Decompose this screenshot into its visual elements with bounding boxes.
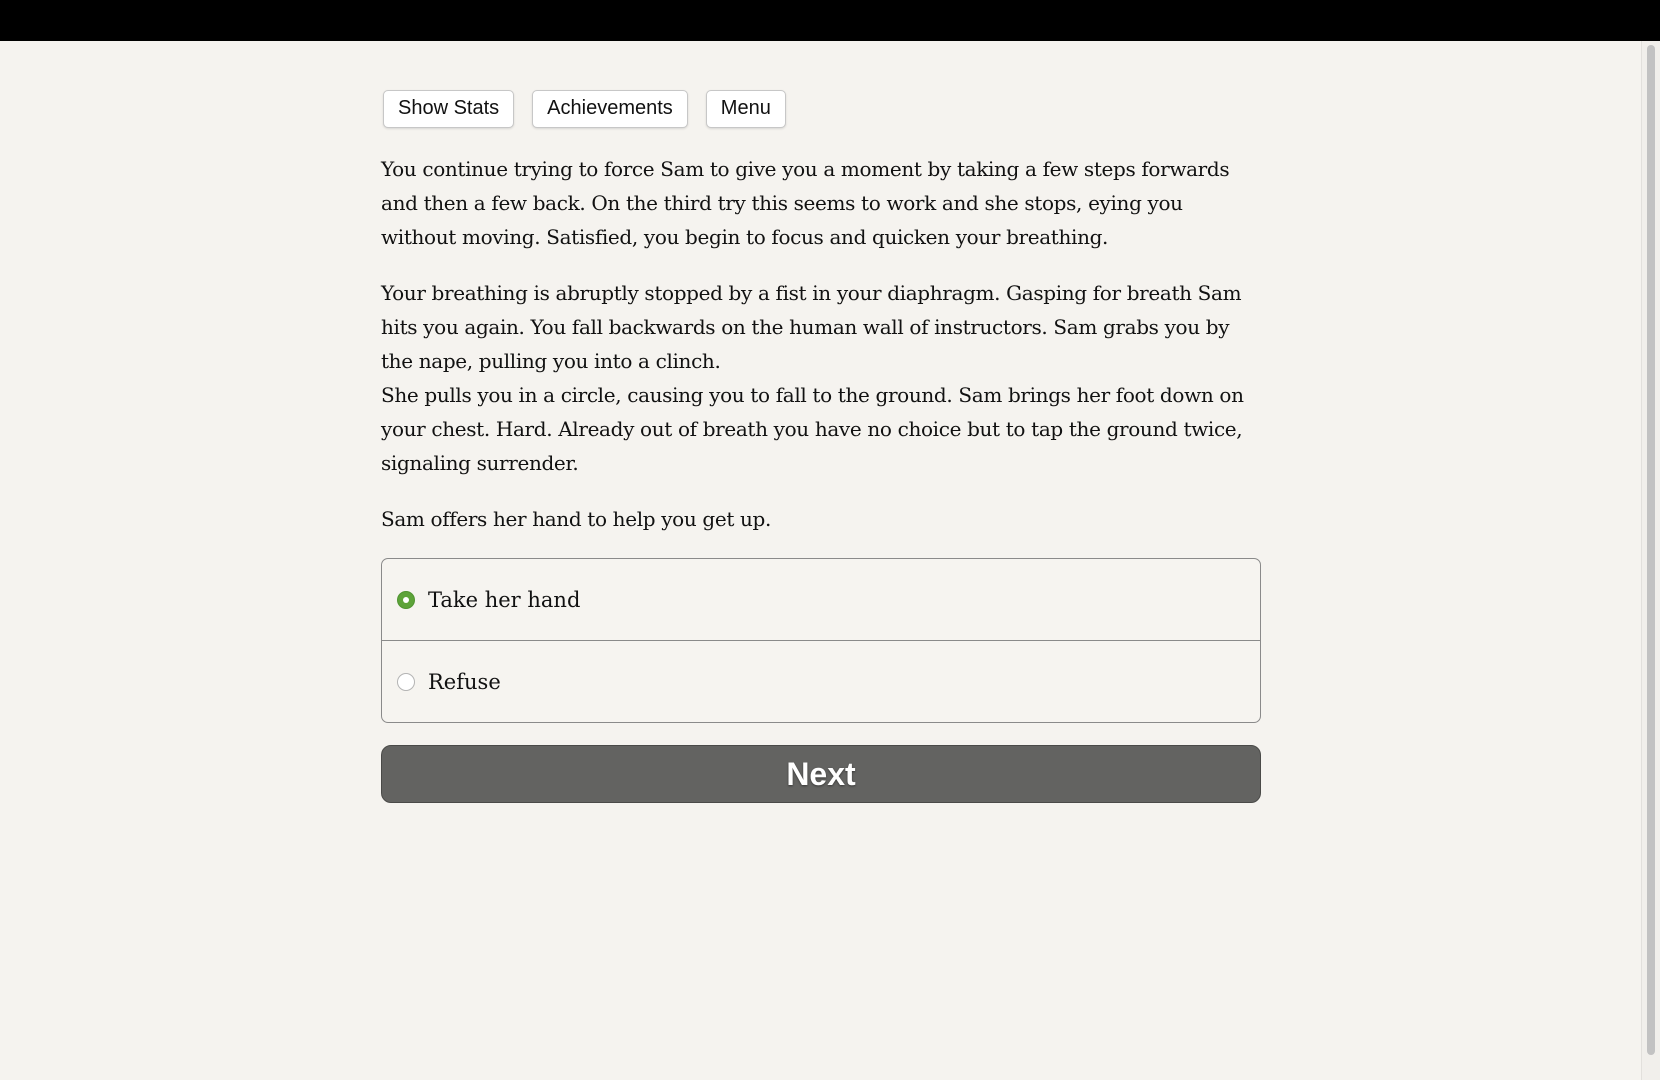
story-text	[381, 152, 1261, 536]
radio-selected-icon[interactable]	[397, 591, 415, 609]
menu-button[interactable]: Menu	[706, 90, 786, 128]
radio-unselected-icon[interactable]	[397, 673, 415, 691]
choice-list	[381, 558, 1261, 723]
choice-label: Take her hand	[428, 587, 581, 612]
scrollbar-thumb[interactable]	[1647, 45, 1655, 1055]
browser-top-bar	[0, 0, 1660, 41]
show-stats-button[interactable]: Show Stats	[383, 90, 514, 128]
choice-take-her-hand[interactable]	[382, 559, 1260, 640]
story-paragraph: Your breathing is abruptly stopped by a fist in your diaphragm. Gasping for breath Sam hits you again. You fall backwards on the human wall of instructors. Sam grabs you by the nape, pulling you into a clinch.	[381, 281, 1242, 373]
story-paragraph: You continue trying to force Sam to give you a moment by taking a few steps forwards and then a few back. On the third try this seems to work and she stops, eying you without moving. Satisfied, you begin to focus and quicken your breathing.	[381, 157, 1230, 249]
game-container	[381, 90, 1261, 803]
story-paragraph: Sam offers her hand to help you get up.	[381, 507, 772, 531]
achievements-button[interactable]: Achievements	[532, 90, 688, 128]
next-button[interactable]: Next	[381, 745, 1261, 803]
choice-refuse[interactable]	[382, 640, 1260, 722]
choice-label: Refuse	[428, 669, 501, 694]
header-buttons	[383, 90, 1261, 126]
story-paragraph: She pulls you in a circle, causing you to fall to the ground. Sam brings her foot down on your chest. Hard. Already out of breath you have no choice but to tap the ground twice, signaling surrender.	[381, 383, 1244, 475]
scrollbar[interactable]	[1641, 41, 1660, 1080]
